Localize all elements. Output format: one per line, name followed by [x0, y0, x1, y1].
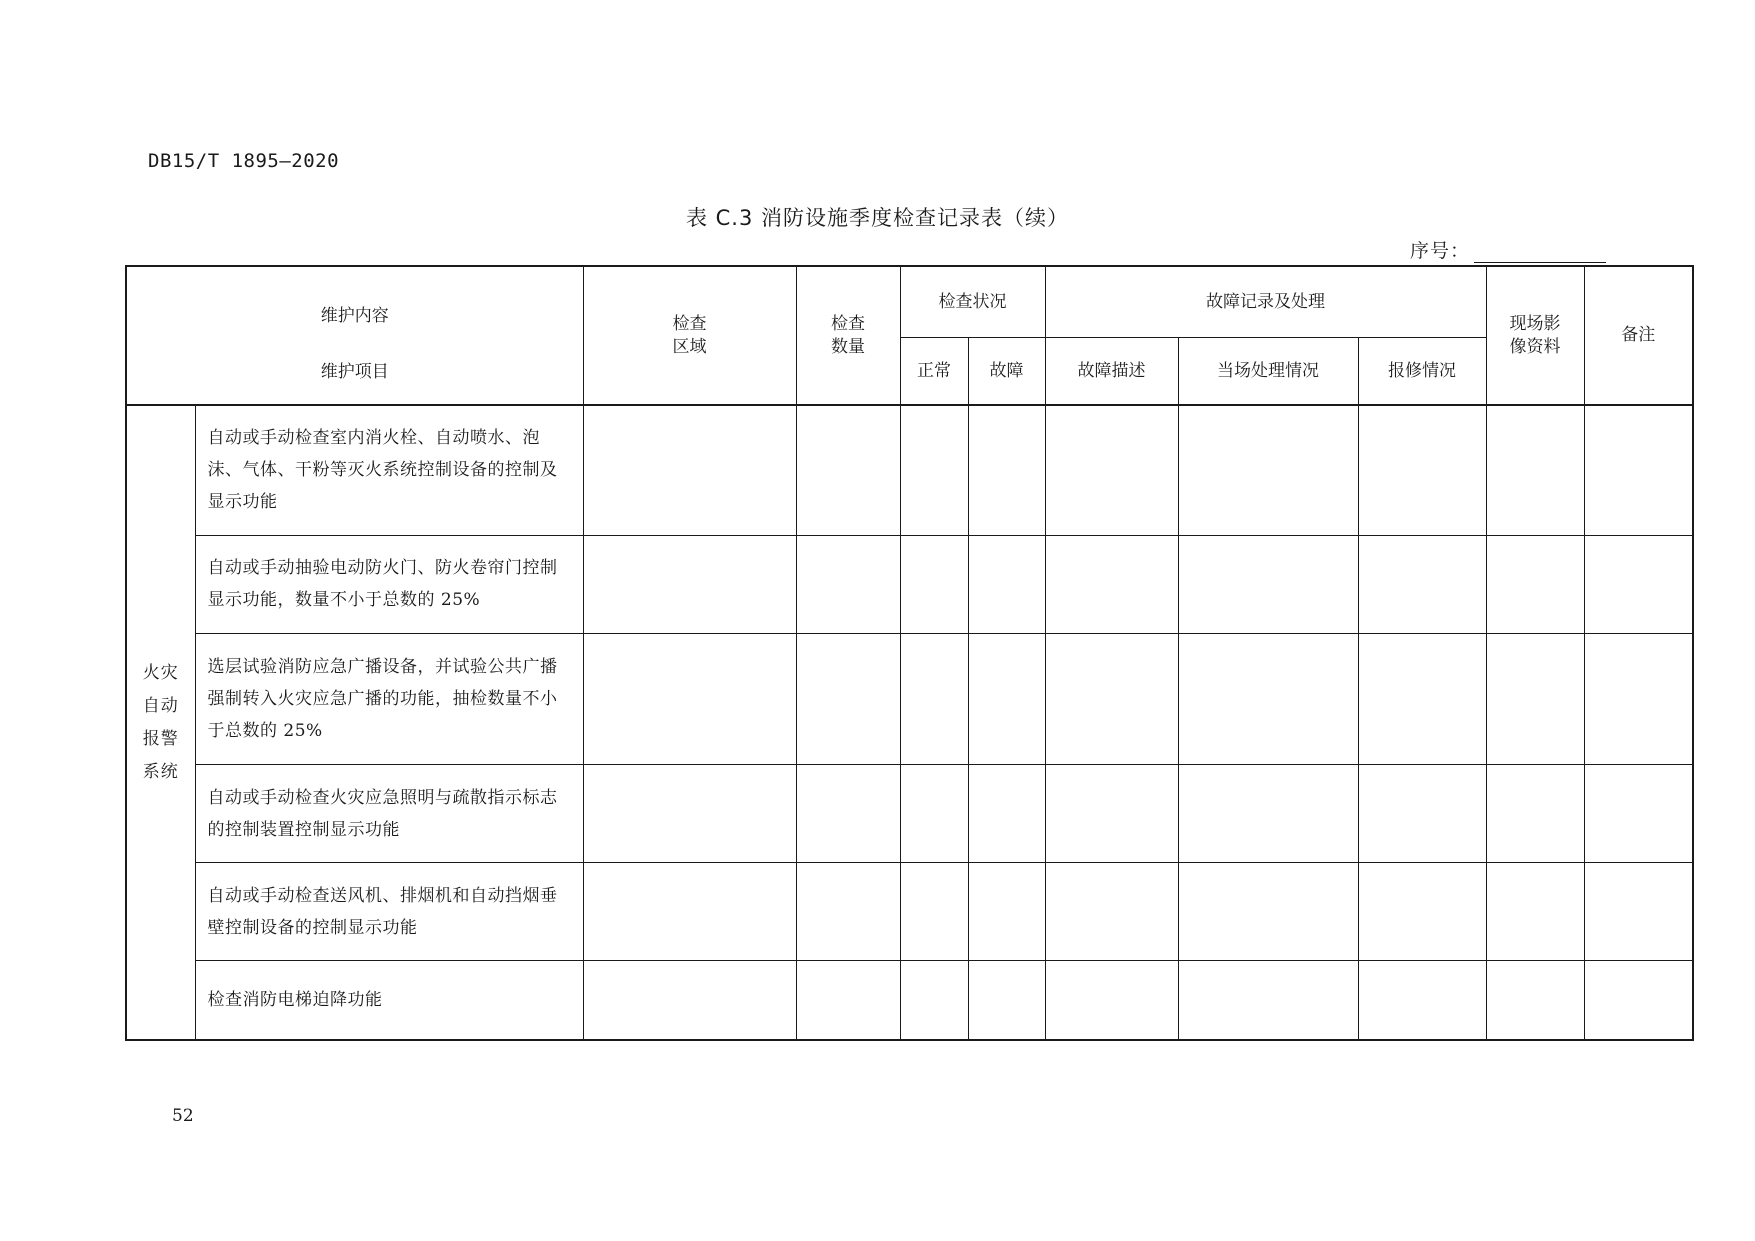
cell-quantity[interactable]	[796, 765, 900, 863]
header-remarks: 备注	[1584, 266, 1693, 405]
header-photo-line1: 现场影	[1509, 313, 1561, 334]
header-photo-line2: 像资料	[1509, 336, 1561, 357]
header-content-item	[126, 266, 583, 405]
cell-normal[interactable]	[900, 961, 968, 1040]
maintenance-item: 自动或手动检查送风机、排烟机和自动挡烟垂壁控制设备的控制显示功能	[195, 863, 583, 961]
header-normal: 正常	[900, 338, 968, 406]
cell-repair[interactable]	[1358, 765, 1486, 863]
cell-normal[interactable]	[900, 765, 968, 863]
header-photo	[1486, 266, 1584, 405]
header-repair: 报修情况	[1358, 338, 1486, 406]
table-row	[126, 535, 1693, 633]
cell-normal[interactable]	[900, 405, 968, 535]
cell-remarks[interactable]	[1584, 633, 1693, 764]
cell-area[interactable]	[583, 633, 796, 764]
header-item-label: 维护项目	[320, 362, 389, 383]
cell-area[interactable]	[583, 863, 796, 961]
cell-repair[interactable]	[1358, 405, 1486, 535]
cell-photo[interactable]	[1486, 961, 1584, 1040]
cell-fault-desc[interactable]	[1045, 863, 1178, 961]
header-qty-line2: 数量	[831, 336, 865, 357]
cell-fault[interactable]	[968, 961, 1045, 1040]
header-status: 检查状况	[900, 266, 1045, 338]
cell-quantity[interactable]	[796, 633, 900, 764]
group-line: 报警	[142, 728, 179, 749]
cell-photo[interactable]	[1486, 765, 1584, 863]
header-quantity	[796, 266, 900, 405]
cell-onsite[interactable]	[1178, 765, 1358, 863]
serial-number-field	[1410, 236, 1606, 263]
cell-onsite[interactable]	[1178, 405, 1358, 535]
cell-quantity[interactable]	[796, 405, 900, 535]
cell-fault[interactable]	[968, 405, 1045, 535]
cell-repair[interactable]	[1358, 535, 1486, 633]
table-row	[126, 863, 1693, 961]
cell-repair[interactable]	[1358, 633, 1486, 764]
cell-area[interactable]	[583, 961, 796, 1040]
header-onsite: 当场处理情况	[1178, 338, 1358, 406]
cell-normal[interactable]	[900, 633, 968, 764]
header-content-label: 维护内容	[320, 306, 389, 326]
group-line: 火灾	[142, 662, 179, 683]
cell-remarks[interactable]	[1584, 961, 1693, 1040]
group-line: 系统	[142, 761, 179, 782]
header-qty-line1: 检查	[831, 313, 865, 334]
cell-onsite[interactable]	[1178, 863, 1358, 961]
cell-photo[interactable]	[1486, 535, 1584, 633]
cell-remarks[interactable]	[1584, 765, 1693, 863]
page-number: 52	[172, 1106, 194, 1126]
maintenance-item: 检查消防电梯迫降功能	[195, 961, 583, 1040]
serial-label: 序号：	[1410, 240, 1471, 262]
table-row	[126, 765, 1693, 863]
standard-code: DB15/T 1895—2020	[148, 150, 340, 172]
cell-remarks[interactable]	[1584, 535, 1693, 633]
cell-area[interactable]	[583, 405, 796, 535]
table-row	[126, 633, 1693, 764]
cell-fault[interactable]	[968, 765, 1045, 863]
cell-photo[interactable]	[1486, 633, 1584, 764]
cell-remarks[interactable]	[1584, 405, 1693, 535]
cell-photo[interactable]	[1486, 863, 1584, 961]
cell-area[interactable]	[583, 765, 796, 863]
cell-repair[interactable]	[1358, 863, 1486, 961]
header-fault-desc: 故障描述	[1045, 338, 1178, 406]
table-title: 表 C.3 消防设施季度检查记录表（续）	[685, 206, 1070, 230]
group-line: 自动	[142, 695, 179, 716]
maintenance-item: 自动或手动检查室内消火栓、自动喷水、泡沫、气体、干粉等灭火系统控制设备的控制及显示功能	[195, 405, 583, 535]
cell-photo[interactable]	[1486, 405, 1584, 535]
cell-fault[interactable]	[968, 535, 1045, 633]
header-fault-record: 故障记录及处理	[1045, 266, 1486, 338]
header-fault: 故障	[968, 338, 1045, 406]
cell-area[interactable]	[583, 535, 796, 633]
inspection-record-table	[125, 265, 1694, 1041]
maintenance-item: 自动或手动抽验电动防火门、防火卷帘门控制显示功能，数量不小于总数的 25%	[195, 535, 583, 633]
cell-quantity[interactable]	[796, 863, 900, 961]
maintenance-item: 自动或手动检查火灾应急照明与疏散指示标志的控制装置控制显示功能	[195, 765, 583, 863]
cell-fault-desc[interactable]	[1045, 405, 1178, 535]
cell-fault-desc[interactable]	[1045, 633, 1178, 764]
header-area-line2: 区域	[672, 336, 707, 357]
table-row	[126, 405, 1693, 535]
maintenance-item: 选层试验消防应急广播设备，并试验公共广播强制转入火灾应急广播的功能，抽检数量不小于总数的 25%	[195, 633, 583, 764]
serial-blank-line[interactable]	[1474, 242, 1606, 263]
cell-onsite[interactable]	[1178, 961, 1358, 1040]
cell-fault[interactable]	[968, 633, 1045, 764]
cell-quantity[interactable]	[796, 961, 900, 1040]
cell-quantity[interactable]	[796, 535, 900, 633]
cell-onsite[interactable]	[1178, 535, 1358, 633]
cell-normal[interactable]	[900, 863, 968, 961]
header-area	[583, 266, 796, 405]
cell-fault-desc[interactable]	[1045, 765, 1178, 863]
cell-normal[interactable]	[900, 535, 968, 633]
header-area-line1: 检查	[672, 313, 707, 334]
cell-fault[interactable]	[968, 863, 1045, 961]
table-row	[126, 961, 1693, 1040]
group-fire-alarm-system	[126, 405, 195, 1040]
cell-remarks[interactable]	[1584, 863, 1693, 961]
cell-fault-desc[interactable]	[1045, 961, 1178, 1040]
cell-onsite[interactable]	[1178, 633, 1358, 764]
cell-fault-desc[interactable]	[1045, 535, 1178, 633]
cell-repair[interactable]	[1358, 961, 1486, 1040]
